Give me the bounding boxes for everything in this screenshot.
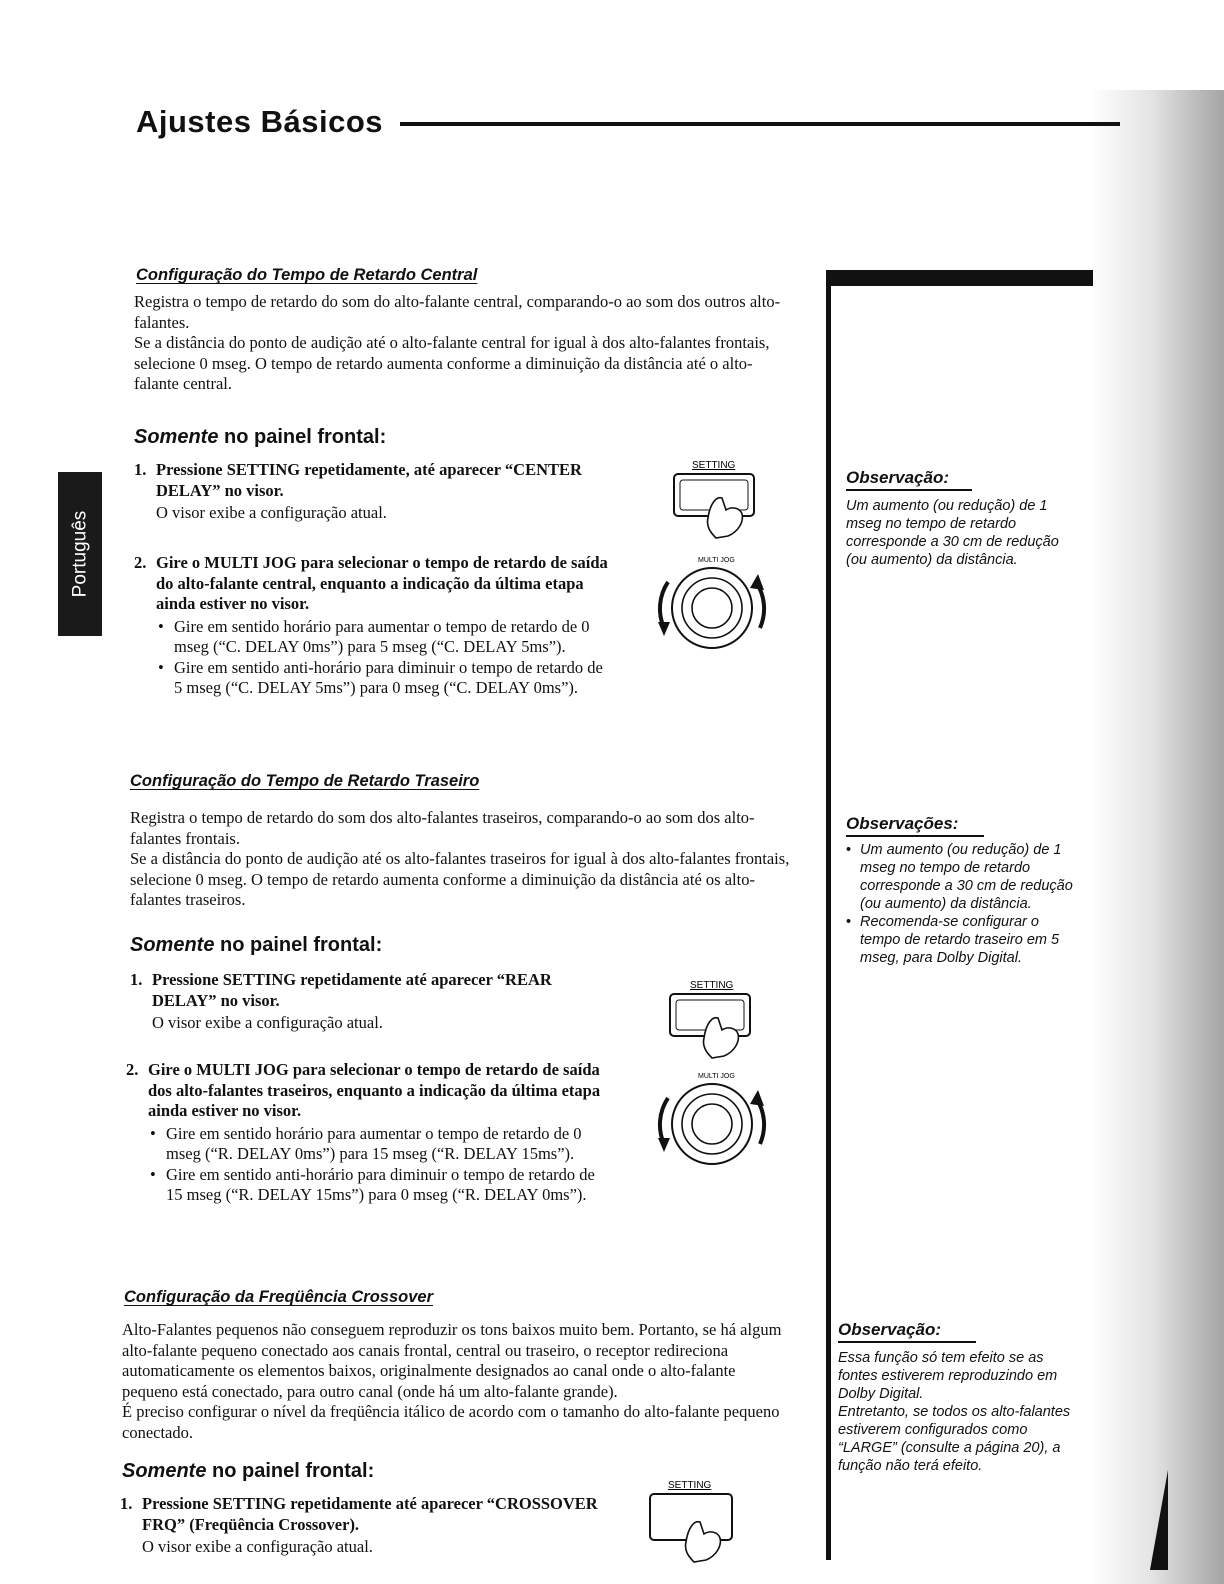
note-item: • Recomenda-se configurar o tempo de retardo traseiro em 5 mseg, para Dolby Digital. [846,913,1078,967]
step-instruction: Pressione SETTING repetidamente até aparecer “REAR DELAY” no visor. [152,970,552,1010]
step-instruction: Gire o MULTI JOG para selecionar o tempo de retardo de saída do alto-falante central, enquanto a indicação da última etapa ainda estiver no visor. [156,553,608,613]
paragraph: Registra o tempo de retardo do som dos alto-falantes traseiros, comparando-o ao som dos alto-falantes frontais. [130,808,755,848]
multijog-label: MULTI JOG [698,557,735,564]
dial-outer-ring [672,568,752,648]
section-body-rear-delay [130,808,796,911]
counterclockwise-arrow-icon [660,582,668,628]
sidebar-divider [826,270,831,1560]
subheading-italic: Somente [134,426,219,448]
pointing-hand-icon [707,498,742,538]
step-rear-2 [126,1060,610,1206]
step-number: 1. [120,1494,133,1513]
setting-label: SETTING [690,980,734,991]
subheading-rest: no painel frontal: [218,426,387,448]
page-title: Ajustes Básicos [136,104,383,139]
section-body-center-delay [134,292,794,395]
pointing-hand-icon [685,1522,720,1562]
subheading-front-panel [134,426,386,449]
setting-button-illustration [656,976,766,1062]
multijog-label: MULTI JOG [698,1073,735,1080]
step-note: O visor exibe a configuração atual. [152,1013,383,1032]
note-list [846,841,1078,967]
arrow-head-icon [658,622,670,636]
step-instruction: Pressione SETTING repetidamente até aparecer “CROSSOVER FRQ” (Freqüência Crossover). [142,1494,598,1534]
step-rear-1 [130,970,610,1034]
subheading-front-panel [130,934,382,957]
subheading-italic: Somente [122,1460,207,1482]
paragraph: É preciso configurar o nível da freqüência itálico de acordo com o tamanho do alto-falante pequeno conectado. [122,1402,780,1442]
pointing-hand-icon [703,1018,738,1058]
sidebar-note-3 [838,1320,1078,1475]
arrow-head-icon [750,1090,764,1106]
note-title: Observação: [838,1320,976,1343]
note-text: Entretanto, se todos os alto-falantes estiverem configurados como “LARGE” (consulte a página 20), a função não terá efeito. [838,1404,1071,1474]
subheading-rest: no painel frontal: [206,1460,375,1482]
setting-label: SETTING [692,460,736,471]
step-number: 2. [134,553,147,572]
step-number: 1. [130,970,143,989]
sidebar-note-2 [846,814,1078,967]
section-body-crossover [122,1320,790,1443]
note-item: • Um aumento (ou redução) de 1 mseg no tempo de retardo corresponde a 30 cm de redução (ou aumento) da distância. [846,841,1078,913]
scan-shadow [1090,90,1224,1584]
step-instruction: Pressione SETTING repetidamente, até aparecer “CENTER DELAY” no visor. [156,460,582,500]
dial-inner-ring [692,1104,732,1144]
step-bullets [126,1124,610,1206]
dial-outer-ring [672,1084,752,1164]
bullet-item: • Gire em sentido anti-horário para diminuir o tempo de retardo de 15 mseg (“R. DELAY 15ms”) para 0 mseg (“R. DELAY 0ms”). [148,1165,610,1206]
bullet-item: • Gire em sentido anti-horário para diminuir o tempo de retardo de 5 mseg (“C. DELAY 5ms”) para 0 mseg (“C. DELAY 0ms”). [156,658,614,699]
note-title: Observação: [846,468,972,491]
bullet-item: • Gire em sentido horário para aumentar o tempo de retardo de 0 mseg (“R. DELAY 0ms”) para 15 mseg (“R. DELAY 15ms”). [148,1124,610,1165]
language-tab [58,472,102,636]
setting-button-illustration [640,1472,750,1580]
note-text: Essa função só tem efeito se as fontes estiverem reproduzindo em Dolby Digital. [838,1350,1058,1402]
section-title-crossover: Configuração da Freqüência Crossover [124,1288,433,1306]
note-title: Observações: [846,814,984,837]
section-title-center-delay: Configuração do Tempo de Retardo Central [136,266,478,284]
paragraph: Registra o tempo de retardo do som do alto-falante central, comparando-o ao som dos outros alto-falantes. [134,292,781,332]
section-title-rear-delay: Configuração do Tempo de Retardo Traseiro [130,772,480,790]
paragraph: Se a distância do ponto de audição até o alto-falante central for igual à dos alto-falantes frontais, selecione 0 mseg. O tempo de retardo aumenta conforme a diminuição da distância até o alto-falante central. [134,333,770,393]
multijog-dial-illustration [648,552,788,660]
counterclockwise-arrow-icon [660,1098,668,1144]
language-tab-label: Português [69,510,90,598]
step-note: O visor exibe a configuração atual. [156,503,387,522]
sidebar-note-1 [846,468,1078,569]
arrow-head-icon [658,1138,670,1152]
step-number: 1. [134,460,147,479]
setting-button-illustration [660,456,770,542]
step-center-2 [134,553,614,699]
dial-inner-ring [692,588,732,628]
step-crossover-1 [120,1494,600,1558]
arrow-head-icon [750,574,764,590]
dial-middle-ring [682,578,742,638]
bullet-item: • Gire em sentido horário para aumentar o tempo de retardo de 0 mseg (“C. DELAY 0ms”) para 5 mseg (“C. DELAY 5ms”). [156,617,614,658]
step-instruction: Gire o MULTI JOG para selecionar o tempo de retardo de saída dos alto-falantes traseiros, enquanto a indicação da última etapa ainda estiver no visor. [148,1060,601,1120]
step-note: O visor exibe a configuração atual. [142,1537,373,1556]
subheading-rest: no painel frontal: [214,934,383,956]
note-text: Um aumento (ou redução) de 1 mseg no tempo de retardo corresponde a 30 cm de redução (ou aumento) da distância. [846,498,1059,568]
step-number: 2. [126,1060,139,1079]
title-rule [400,122,1120,126]
step-bullets [134,617,614,699]
paragraph: Se a distância do ponto de audição até os alto-falantes traseiros for igual à dos alto-falantes frontais, selecione 0 mseg. O tempo de retardo aumenta conforme a diminuição da distância até os alto-falantes traseiros. [130,849,790,909]
step-center-1 [134,460,594,524]
subheading-italic: Somente [130,934,215,956]
setting-label: SETTING [668,1480,712,1491]
multijog-dial-illustration [648,1068,788,1176]
paragraph: Alto-Falantes pequenos não conseguem reproduzir os tons baixos muito bem. Portanto, se há algum alto-falante pequeno conectado aos canais frontal, central ou traseiro, o receptor redireciona automaticamente os elementos baixos, originalmente designados ao canal onde o alto-falante pequeno está conectado, para outro canal (onde há um alto-falante grande). [122,1320,782,1401]
dial-middle-ring [682,1094,742,1154]
sidebar-header-bar [831,270,1093,286]
subheading-front-panel [122,1460,374,1483]
corner-triangle-mark [1148,1470,1168,1570]
